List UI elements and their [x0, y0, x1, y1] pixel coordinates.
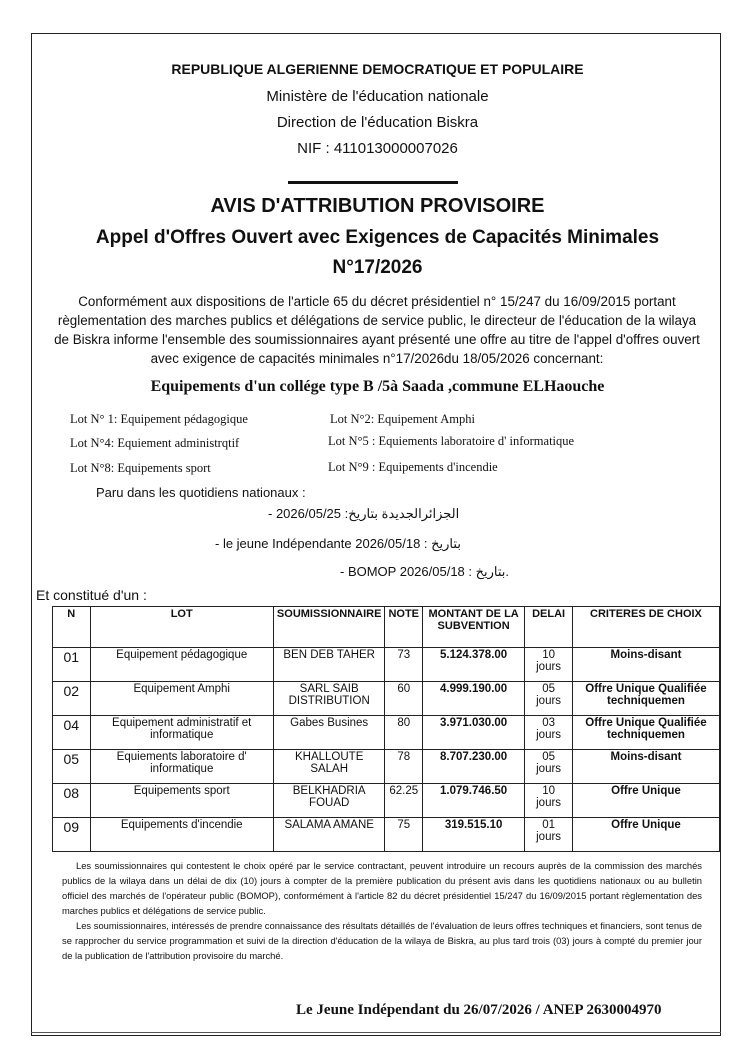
recourse-footnote: Les soumissionnaires qui contestent le choix opéré par le service contractant, peuvent introduire un recours auprès de la commission des marchés publics de la wilaya dans un délai de dix (10) jours à compter de la première publication du présent avis dans les quotidiens nationaux ou au bulletin officiel des marchés de l'opérateur public (BOMOP), conformément à l'article 82 du décret présidentiel 15/247 du 16/09/2015 portant règlementation des marches publics et délégations de service public.	[62, 860, 702, 916]
row-lot: Equipement Amphi	[90, 682, 273, 716]
lot-9: Lot N°9 : Equipements d'incendie	[328, 460, 498, 474]
row-soumissionnaire: KHALLOUTE SALAH	[273, 750, 385, 784]
row-soumissionnaire: BEN DEB TAHER	[273, 648, 385, 682]
row-criteres: Moins-disant	[572, 648, 719, 682]
header-divider	[288, 181, 458, 184]
header-criteres: CRITERES DE CHOIX	[572, 607, 719, 648]
ministry-heading: Ministère de l'éducation nationale	[266, 88, 489, 105]
table-row	[53, 716, 720, 750]
row-delai: 01 jours	[525, 818, 573, 852]
table-row	[53, 682, 720, 716]
row-soumissionnaire: Gabes Busines	[273, 716, 385, 750]
newspaper-2: - le jeune Indépendante بتاريخ : 2026/05/18	[215, 536, 461, 551]
row-number: 02	[53, 682, 91, 716]
row-criteres: Moins-disant	[572, 750, 719, 784]
row-criteres: Offre Unique	[572, 784, 719, 818]
attribution-table	[52, 606, 720, 852]
row-delai: 10 jours	[525, 648, 573, 682]
constitue-label: Et constitué d'un :	[36, 587, 147, 603]
row-note: 80	[385, 716, 423, 750]
notice-number: N°17/2026	[332, 257, 423, 278]
row-lot: Equipements d'incendie	[90, 818, 273, 852]
row-number: 04	[53, 716, 91, 750]
row-criteres: Offre Unique	[572, 818, 719, 852]
row-montant: 5.124.378.00	[423, 648, 525, 682]
row-montant: 8.707.230.00	[423, 750, 525, 784]
direction-heading: Direction de l'éducation Biskra	[276, 114, 479, 131]
row-soumissionnaire: BELKHADRIA FOUAD	[273, 784, 385, 818]
row-number: 08	[53, 784, 91, 818]
row-criteres: Offre Unique Qualifiée techniquemen	[572, 716, 719, 750]
subject-line: Equipements d'un collége type B /5à Saada ,commune ELHaouche	[150, 378, 605, 395]
lot-8: Lot N°8: Equipements sport	[70, 461, 211, 475]
header-montant: MONTANT DE LA SUBVENTION	[423, 607, 525, 648]
results-footnote: Les soumissionnaires, intéressés de prendre connaissance des résultats détaillés de l'évaluation de leurs offres techniques et financiers, sont tenus de se rapprocher du service programmation et suivi de la direction d'éducation de la wilaya de Biskra, au plus tard trois (03) jours à compté du premier jour de la publication de l'attribution provisoire du marché.	[62, 920, 702, 961]
row-montant: 1.079.746.50	[423, 784, 525, 818]
lot-4: Lot N°4: Equiement administrqtif	[70, 436, 240, 450]
row-montant: 3.971.030.00	[423, 716, 525, 750]
table-row	[53, 648, 720, 682]
row-note: 62.25	[385, 784, 423, 818]
bottom-divider	[31, 1032, 721, 1033]
row-lot: Equipement administratif et informatique	[90, 716, 273, 750]
row-number: 09	[53, 818, 91, 852]
newspaper-1: - الجزائرالجديدة بتاريخ: 2026/05/25	[268, 506, 460, 521]
row-lot: Equiements laboratoire d' informatique	[90, 750, 273, 784]
republic-heading: REPUBLIQUE ALGERIENNE DEMOCRATIQUE ET POPULAIRE	[171, 61, 584, 77]
row-note: 75	[385, 818, 423, 852]
row-lot: Equipements sport	[90, 784, 273, 818]
row-delai: 10 jours	[525, 784, 573, 818]
header-note: NOTE	[385, 607, 423, 648]
table-header-row	[53, 607, 720, 648]
row-note: 78	[385, 750, 423, 784]
row-delai: 05 jours	[525, 682, 573, 716]
row-number: 05	[53, 750, 91, 784]
row-criteres: Offre Unique Qualifiée techniquemen	[572, 682, 719, 716]
table-row	[53, 784, 720, 818]
intro-paragraph: Conformément aux dispositions de l'article 65 du décret présidentiel n° 15/247 du 16/09/2015 portant règlementation des marches publics et délégations de service public, le directeur de l'éducation de la wilaya de Biskra informe l'ensemble des soumissionnaires ayant présenté une offre au titre de l'appel d'offres ouvert avec exigence de capacités minimales n°17/2026du 18/05/2026 concernant:	[54, 294, 700, 366]
lot-1: Lot N° 1: Equipement pédagogique	[70, 412, 248, 426]
header-lot: LOT	[90, 607, 273, 648]
lot-2: Lot N°2: Equipement Amphi	[330, 412, 475, 426]
lot-5: Lot N°5 : Equiements laboratoire d' informatique	[328, 434, 575, 448]
header-n: N	[53, 607, 91, 648]
row-soumissionnaire: SALAMA AMANE	[273, 818, 385, 852]
row-delai: 05 jours	[525, 750, 573, 784]
publication-intro: Paru dans les quotidiens nationaux :	[96, 485, 306, 500]
notice-subtitle: Appel d'Offres Ouvert avec Exigences de Capacités Minimales	[95, 227, 660, 248]
row-number: 01	[53, 648, 91, 682]
notice-title: AVIS D'ATTRIBUTION PROVISOIRE	[210, 195, 545, 217]
nif-number: NIF : 411013000007026	[297, 140, 458, 157]
publication-signature: Le Jeune Indépendant du 26/07/2026 / ANEP 2630004970	[296, 1002, 662, 1018]
row-lot: Equipement pédagogique	[90, 648, 273, 682]
header-soumissionnaire: SOUMISSIONNAIRE	[273, 607, 385, 648]
row-note: 60	[385, 682, 423, 716]
row-soumissionnaire: SARL SAIB DISTRIBUTION	[273, 682, 385, 716]
row-note: 73	[385, 648, 423, 682]
table-row	[53, 818, 720, 852]
header-delai: DELAI	[525, 607, 573, 648]
newspaper-3: - BOMOP بتاريخ : 2026/05/18.	[340, 564, 510, 579]
row-montant: 319.515.10	[423, 818, 525, 852]
row-delai: 03 jours	[525, 716, 573, 750]
table-row	[53, 750, 720, 784]
row-montant: 4.999.190.00	[423, 682, 525, 716]
